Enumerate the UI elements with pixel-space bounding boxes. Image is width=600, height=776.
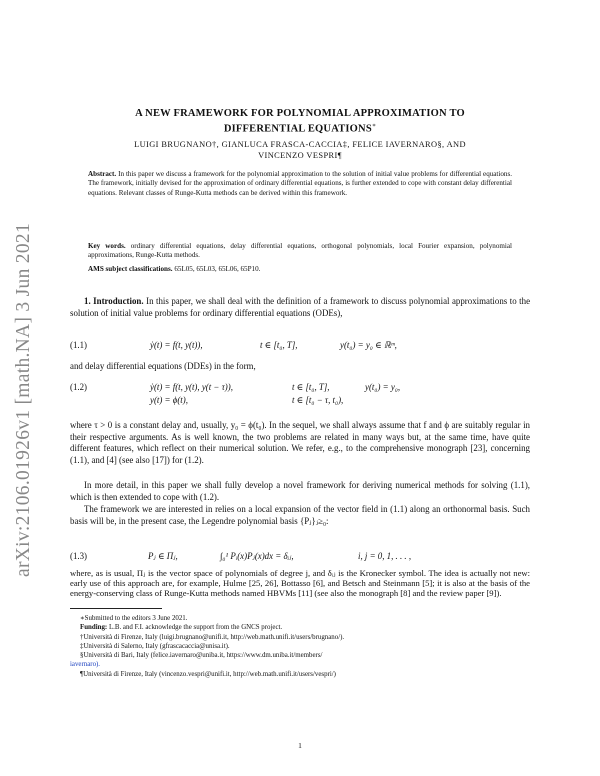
arxiv-id: arXiv:2106.01926v1 [math.NA] 3 Jun 2021 bbox=[13, 223, 34, 577]
eq3-indices: i, j = 0, 1, . . . , bbox=[358, 551, 412, 561]
authors-line-2: VINCENZO VESPRI¶ bbox=[258, 151, 342, 160]
eq3-number: (1.3) bbox=[70, 551, 88, 561]
abstract-text: In this paper we discuss a framework for the polynomial approximation to the solution of initial value problems for differential equations. The framework, initially devised for the approximation of ordinary differential equations, is further extended to cope with constant delay differential equations. Relevant classes of Runge-Kutta methods can be derived within this framework. bbox=[88, 170, 513, 197]
footnote-affiliation-3: §Università di Bari, Italy (felice.iavernaro@uniba.it, https://www.dm.uniba.it/members/ bbox=[80, 652, 323, 660]
paragraph-kronecker-text: where, as is usual, Πⱼ is the vector space of polynomials of degree j, and δᵢⱼ is the Kronecker symbol. The idea is actually not new: early use of this approach are, for example, Hulme [25, 26], Bottasso [6], and Betsch and Steinmann [5]; it is also at the basis of the energy-conserving class of Runge-Kutta methods named HBVMs [11] (see also the monograph [8] and the review paper [9]). bbox=[70, 568, 530, 599]
footnote-funding: L.B. and F.I. acknowledge the support from the GNCS project. bbox=[108, 624, 283, 632]
eq3-degree: Pⱼ ∈ Πⱼ, bbox=[148, 551, 178, 561]
intro-text: In this paper, we shall deal with the definition of a framework to discuss polynomial approximations to the solution of initial value problems for ordinary differential equations (ODEs), bbox=[70, 296, 531, 318]
eq2-history-domain: t ∈ [t₀ − τ, t₀), bbox=[292, 395, 344, 405]
eq1-number: (1.1) bbox=[70, 340, 88, 350]
paragraph-framework-text: The framework we are interested in relies on a local expansion of the vector field in (1.1) along an orthonormal basis. Such basis will be, in the present case, the Legendre polynomial basis {Pⱼ}ⱼ≥₀: bbox=[70, 504, 530, 526]
paragraph-detail-text: In more detail, in this paper we shall fully develop a novel framework for deriving numerical methods for solving (1.1), which is then extended to cope with (1.2). bbox=[70, 480, 530, 502]
ams-text: 65L05, 65L03, 65L06, 65P10. bbox=[174, 265, 261, 273]
page-number: 1 bbox=[298, 741, 302, 750]
paragraph-detail bbox=[70, 480, 530, 503]
authors-line-1: LUIGI BRUGNANO†, GIANLUCA FRASCA-CACCIA‡, FELICE IAVERNARO§, AND bbox=[134, 140, 466, 149]
dde-intro: and delay differential equations (DDEs) in the form, bbox=[70, 361, 256, 371]
paper-title bbox=[70, 108, 530, 136]
eq2-domain: t ∈ [t₀, T], bbox=[292, 382, 330, 392]
paragraph-where-text: where τ > 0 is a constant delay and, usually, y₀ = ϕ(t₀). In the sequel, we shall always assume that f and ϕ are suitably regular in their respective arguments. As is well known, the two problems are related in many ways but, at the same time, have quite different features, which reflect on their numerical solution. We refer, e.g., to the comprehensive monograph [23], concerning (1.1), and [4] (see also [17]) for (1.2). bbox=[70, 420, 530, 465]
eq2-number: (1.2) bbox=[70, 382, 88, 392]
title-line-2: DIFFERENTIAL EQUATIONS bbox=[223, 123, 372, 135]
title-footnote-mark: ∗ bbox=[371, 123, 377, 129]
keywords-text: ordinary differential equations, delay differential equations, orthogonal polynomials, local Fourier expansion, polynomial approximations, Runge-Kutta methods. bbox=[88, 242, 513, 260]
footnote-affiliation-2: ‡Università di Salerno, Italy (gfrascacaccia@unisa.it). bbox=[80, 642, 230, 650]
intro-paragraph-1 bbox=[70, 296, 530, 319]
eq1-ode: ẏ(t) = f(t, y(t)), bbox=[150, 340, 203, 350]
footnote-submitted: ∗Submitted to the editors 3 June 2021. bbox=[80, 615, 188, 622]
footnotes bbox=[70, 614, 530, 679]
eq1-domain: t ∈ [t₀, T], bbox=[260, 340, 298, 350]
footnote-affiliation-4: ¶Università di Firenze, Italy (vincenzo.vespri@unifi.it, http://web.math.unifi.it/users/vespri/) bbox=[80, 670, 336, 678]
ams-label: AMS subject classifications. bbox=[88, 265, 173, 273]
abstract-label: Abstract. bbox=[88, 170, 117, 178]
footnote-funding-label: Funding: bbox=[80, 624, 108, 632]
paragraph-where bbox=[70, 420, 530, 466]
title-line-1: A NEW FRAMEWORK FOR POLYNOMIAL APPROXIMATION TO bbox=[135, 108, 465, 119]
ams-classification bbox=[88, 265, 512, 274]
abstract bbox=[88, 170, 512, 198]
eq2-history: y(t) = ϕ(t), bbox=[150, 395, 188, 405]
arxiv-stamp bbox=[4, 180, 44, 620]
eq2-initial: y(t₀) = y₀, bbox=[365, 382, 401, 392]
paragraph-kronecker bbox=[70, 568, 530, 599]
keywords-label: Key words. bbox=[88, 242, 126, 250]
author-list bbox=[70, 139, 530, 161]
eq3-orthonormality: ∫₀¹ Pᵢ(x)Pⱼ(x)dx = δᵢⱼ, bbox=[220, 551, 294, 561]
section-title: 1. Introduction. bbox=[84, 296, 144, 306]
keywords bbox=[88, 242, 512, 261]
footnote-rule bbox=[70, 608, 162, 609]
eq2-dde: ẏ(t) = f(t, y(t), y(t − τ)), bbox=[150, 382, 233, 392]
eq1-initial: y(t₀) = y₀ ∈ ℝᵐ, bbox=[340, 340, 397, 350]
paragraph-framework bbox=[70, 504, 530, 527]
footnote-affiliation-1: †Università di Firenze, Italy (luigi.brugnano@unifi.it, http://web.math.unifi.it/users/brugnano/). bbox=[80, 633, 345, 641]
footnote-affiliation-3-cont[interactable]: iavernaro). bbox=[70, 661, 101, 669]
